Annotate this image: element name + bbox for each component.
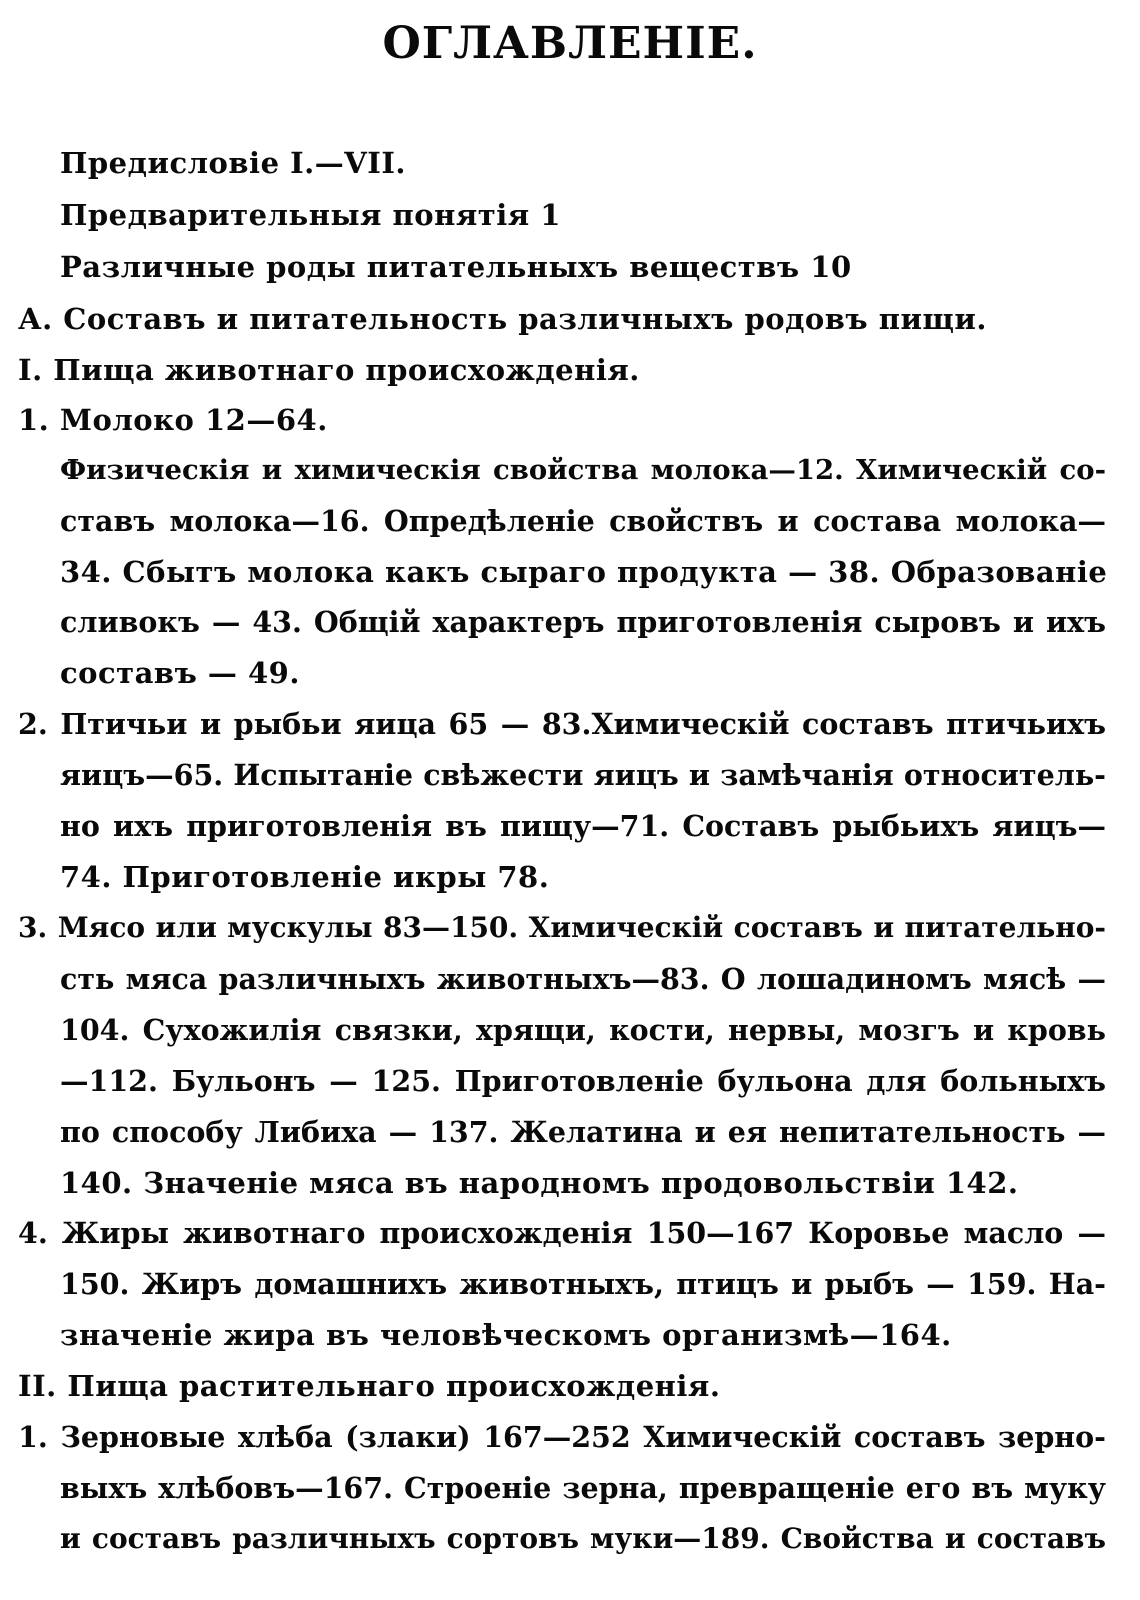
toc-section-i: I. Пища животнаго происхожденiя. [18, 353, 640, 387]
toc-text-line: 150. Жиръ домашнихъ животныхъ, птицъ и рыбъ — 159. На- [60, 1267, 1106, 1301]
toc-text-line: 104. Сухожилiя связки, хрящи, кости, нервы, мозгъ и кровь [60, 1013, 1106, 1047]
toc-text-line: ставъ молока—16. Опредѣленiе свойствъ и состава молока— [60, 504, 1106, 538]
toc-item-1-grains: 1. Зерновые хлѣба (злаки) 167—252 Химическiй составъ зерно- [18, 1420, 1106, 1454]
toc-section-a: А. Составъ и питательность различныхъ родовъ пищи. [18, 302, 987, 336]
toc-item-4-fats: 4. Жиры животнаго происхожденiя 150—167 Коровье масло — [18, 1216, 1106, 1250]
toc-text-line: по способу Либиха — 137. Желатина и ея непитательность — [60, 1115, 1106, 1149]
toc-line-nutrients: Различные роды питательныхъ веществъ 10 [60, 250, 852, 284]
toc-section-ii: II. Пища растительнаго происхожденiя. [18, 1369, 721, 1403]
toc-text-line: но ихъ приготовленiя въ пищу—71. Составъ рыбьихъ яицъ— [60, 809, 1106, 843]
toc-text-line: Физическiя и химическiя свойства молока—12. Химическiй со- [60, 454, 1106, 486]
toc-text-line: 34. Сбытъ молока какъ сыраго продукта — 38. Образованiе [60, 555, 1108, 589]
toc-text-line: составъ — 49. [60, 656, 300, 690]
toc-text-line: значенiе жира въ человѣческомъ организмѣ—164. [60, 1318, 952, 1352]
toc-item-1-milk: 1. Молоко 12—64. [18, 403, 328, 437]
toc-text-line: сливокъ — 43. Общiй характеръ приготовленiя сыровъ и ихъ [60, 605, 1106, 639]
page-title: ОГЛАВЛЕНIЕ. [382, 18, 758, 69]
toc-text-line: и составъ различныхъ сортовъ муки—189. Свойства и составъ [60, 1522, 1106, 1555]
toc-line-preface: Предисловiе I.—VII. [60, 146, 407, 180]
toc-text-line: —112. Бульонъ — 125. Приготовленiе бульона для больныхъ [60, 1064, 1106, 1098]
toc-text-line: 140. Значенiе мяса въ народномъ продовольствiи 142. [60, 1166, 1019, 1200]
toc-text-line: сть мяса различныхъ животныхъ—83. О лошадиномъ мясѣ — [60, 962, 1106, 996]
toc-text-line: яицъ—65. Испытанiе свѣжести яицъ и замѣчанiя относитель- [60, 758, 1106, 792]
toc-item-3-meat: 3. Мясо или мускулы 83—150. Химическiй составъ и питательно- [18, 911, 1106, 944]
toc-text-line: выхъ хлѣбовъ—167. Строенiе зерна, превращенiе его въ муку [60, 1471, 1106, 1505]
toc-item-2-eggs: 2. Птичьи и рыбьи яица 65 — 83.Химическiй составъ птичьихъ [18, 707, 1106, 741]
toc-line-preliminary: Предварительныя понятiя 1 [60, 198, 561, 232]
toc-text-line: 74. Приготовленiе икры 78. [60, 860, 550, 894]
